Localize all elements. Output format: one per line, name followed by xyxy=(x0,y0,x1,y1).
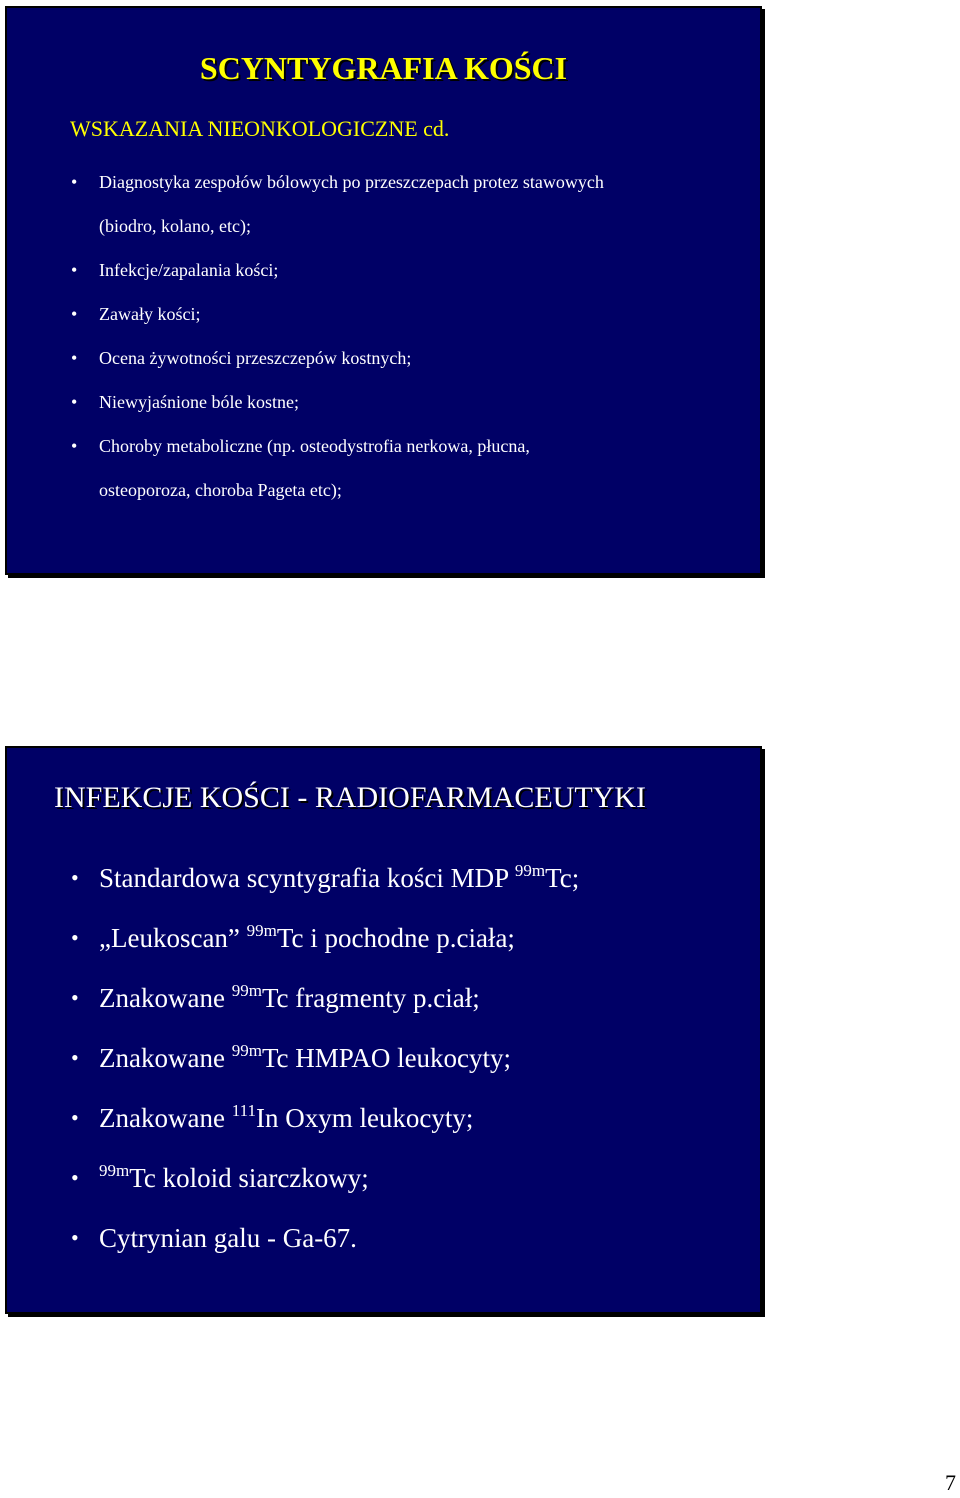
slide-subtitle: WSKAZANIA NIEONKOLOGICZNE cd. xyxy=(70,116,450,141)
list-item: • Ocena żywotności przeszczepów kostnych; xyxy=(67,336,747,380)
page-number: 7 xyxy=(945,1470,956,1495)
list-item: • Znakowane $^{111}$In Oxym leukocyty; xyxy=(67,1088,747,1148)
list-item: • Infekcje/zapalania kości; xyxy=(67,248,747,292)
slide-infekcje xyxy=(5,746,762,1314)
list-item: • Znakowane $^{99m}$Tc HMPAO leukocyty; xyxy=(67,1028,747,1088)
list-item: • Diagnostyka zespołów bólowych po przeszczepach protez stawowych (biodro, kolano, etc); xyxy=(67,160,747,248)
list-item: • Zawały kości; xyxy=(67,292,747,336)
radiopharmaceuticals-list xyxy=(67,848,747,1268)
slide-title: INFEKCJE KOŚCI - RADIOFARMACEUTYKI xyxy=(54,781,646,814)
list-item: • Standardowa scyntygrafia kości MDP $^{99m}$Tc; xyxy=(67,848,747,908)
indications-list xyxy=(67,160,747,512)
list-item: • Cytrynian galu - Ga-67. xyxy=(67,1208,747,1268)
list-item: • „Leukoscan” $^{99m}$Tc i pochodne p.ciała; xyxy=(67,908,747,968)
slide-scyntygrafia xyxy=(5,6,762,575)
list-item: • $^{99m}$Tc koloid siarczkowy; xyxy=(67,1148,747,1208)
list-item: • Znakowane $^{99m}$Tc fragmenty p.ciał; xyxy=(67,968,747,1028)
slide-title: SCYNTYGRAFIA KOŚCI xyxy=(199,50,568,86)
list-item: • Choroby metaboliczne (np. osteodystrofia nerkowa, płucna, osteoporoza, choroba Pageta etc); xyxy=(67,424,747,512)
list-item: • Niewyjaśnione bóle kostne; xyxy=(67,380,747,424)
